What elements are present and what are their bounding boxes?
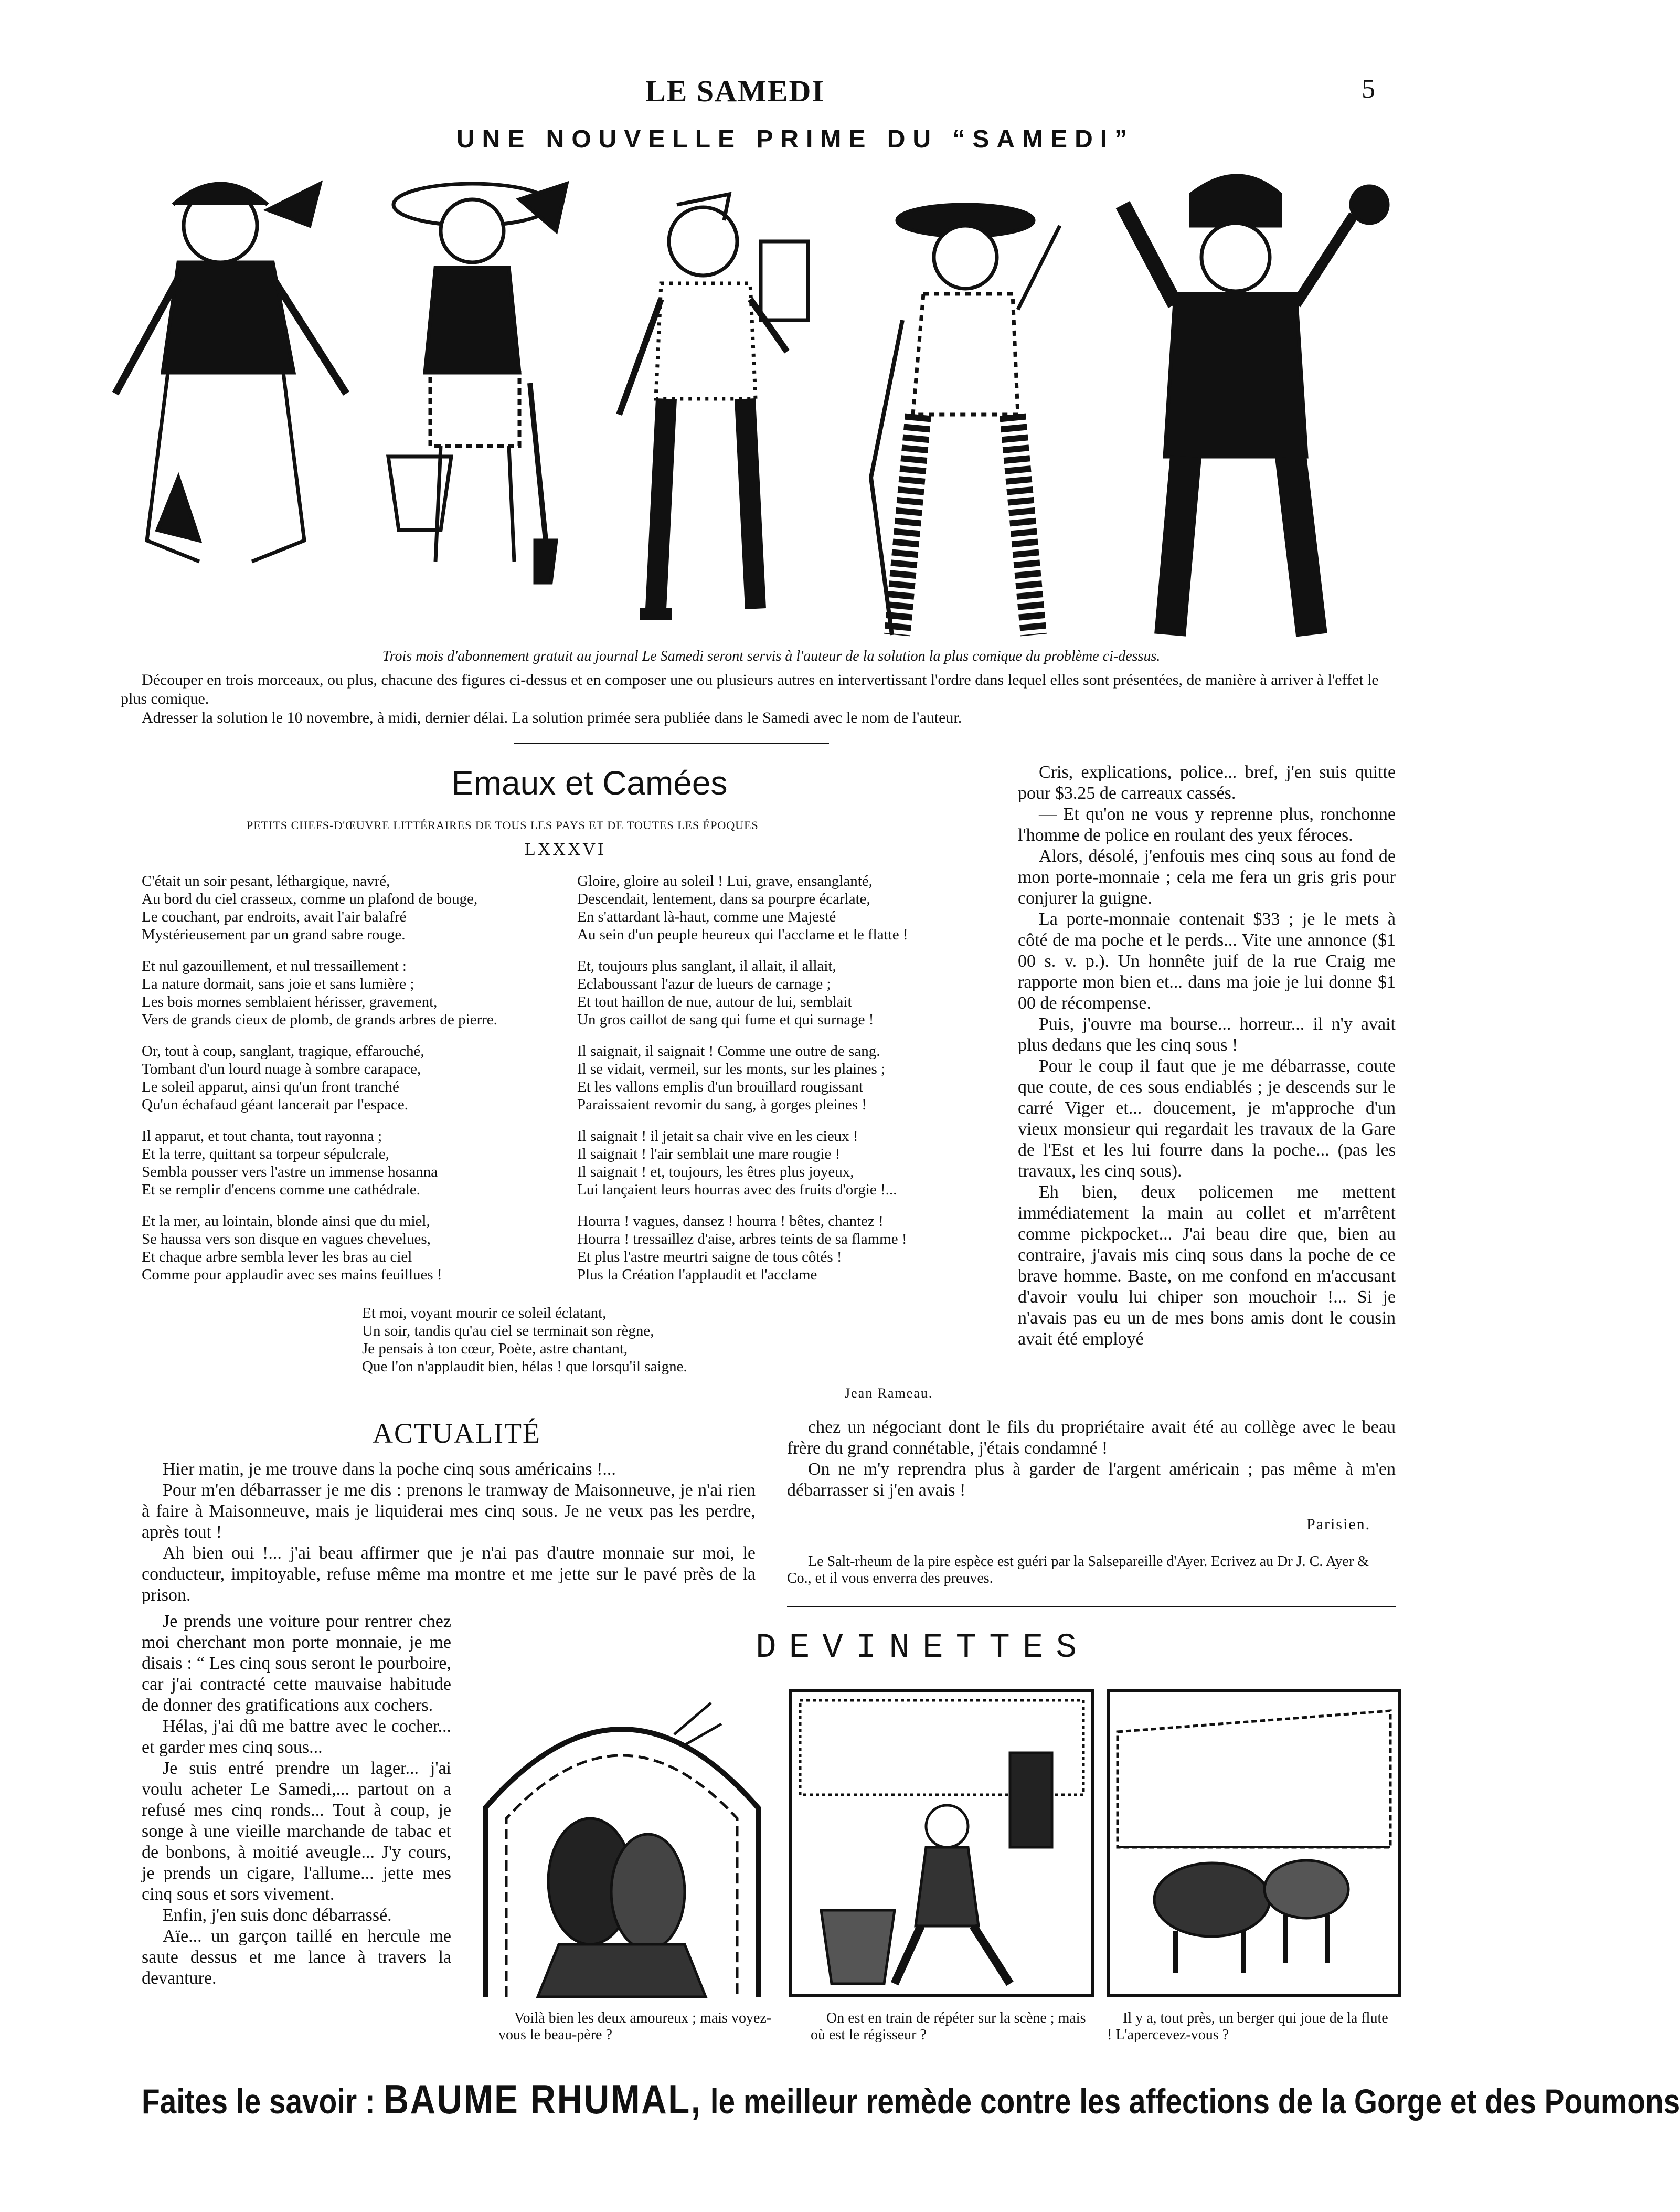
devinette-3-illustration xyxy=(1107,1690,1401,1997)
devinette-2-illustration xyxy=(790,1690,1094,1997)
poem-stanza: Gloire, gloire au soleil ! Lui, grave, ensanglanté, Descendait, lentement, dans sa pourpre écarlate, En s'attardant là-haut, comme une Majesté Au sein d'un peuple heureux qui l'acclame et le flatte ! xyxy=(577,873,908,943)
prime-headline: UNE NOUVELLE PRIME DU “SAMEDI” xyxy=(456,125,1135,153)
prime-paragraph: Adresser la solution le 10 novembre, à midi, dernier délai. La solution primée sera publiée dans le Samedi avec le nom de l'auteur. xyxy=(142,709,962,726)
poem-stanza: Et nul gazouillement, et nul tressaillement : La nature dormait, sans joie et sans lumière ; Les bois mornes semblaient hérisser, gravement, Vers de grands cieux de plomb, de grands arbres de pierre. xyxy=(142,958,498,1028)
article-paragraph: chez un négociant dont le fils du propriétaire avait été au collège avec le beau frère du grand connétable, j'étais condamné ! xyxy=(787,1417,1396,1458)
clown-figure xyxy=(115,184,346,562)
prime-paragraph: Découper en trois morceaux, ou plus, chacune des figures ci-dessus et en composer une ou plusieurs autres en intervertissant l'ordre dans lequel elles sont présentées, de manière à arriver à l'effet le plus comique. xyxy=(121,671,1379,707)
devinette-1-illustration xyxy=(475,1671,769,1997)
masthead: LE SAMEDI xyxy=(645,74,825,108)
poem-stanza: Or, tout à coup, sanglant, tragique, effarouché, Tombant d'un lourd nuage à sombre carapace, Le soleil apparut, ainsi qu'un front tranché Qu'un échafaud géant lancerait par l'espace. xyxy=(142,1043,424,1113)
article-paragraph: Hier matin, je me trouve dans la poche cinq sous américains !... xyxy=(163,1459,616,1479)
actualite-upper xyxy=(142,1459,756,1606)
actualite-author: Parisien. xyxy=(1306,1516,1371,1533)
poem-stanza: Il saignait, il saignait ! Comme une outre de sang. Il se vidait, vermeil, sur les monts, sur les plaines ; Et les vallons emplis d'un brouillard rougissant Paraissaient revomir du sang, à gorges pleines ! xyxy=(577,1043,886,1113)
drinker-figure xyxy=(619,194,808,614)
emaux-title: Emaux et Camées xyxy=(451,764,728,802)
article-paragraph: Enfin, j'en suis donc débarrassé. xyxy=(163,1906,392,1925)
devinettes-title: DEVINETTES xyxy=(756,1628,1090,1667)
poem-stanza: Et la mer, au lointain, blonde ainsi que du miel, Se haussa vers son disque en vagues chevelues, Et chaque arbre sembla lever les bras au ciel Comme pour applaudir avec ses mains feuillues ! xyxy=(142,1213,442,1283)
salt-rheum-notice: Le Salt-rheum de la pire espèce est guéri par la Salsepareille d'Ayer. Ecrivez au Dr J. C. Ayer & Co., et il vous enverra des preuves. xyxy=(787,1553,1369,1586)
child-figure xyxy=(388,184,567,583)
actualite-end xyxy=(787,1417,1396,1501)
advert-brand: BAUME RHUMAL, xyxy=(383,2076,702,2122)
poem-left-column xyxy=(142,872,577,1297)
article-paragraph: Je prends une voiture pour rentrer chez moi cherchant mon porte monnaie, je me disais : “ Les cinq sous seront le pourboire, car j'ai contracté cette mauvaise habitude de donner des gratifications aux cochers. xyxy=(142,1612,451,1715)
article-paragraph: Je suis entré prendre un lager... j'ai voulu acheter Le Samedi,... partout on a refusé mes cinq ronds... Tout à coup, je songe à une vieille marchande de tabac et de bonbons, à moitié aveugle... J'y cours, je prends un cigare, l'allume... jette mes cinq sous et sors vivement. xyxy=(142,1759,451,1904)
policeman-figure xyxy=(1123,176,1388,635)
advertisement xyxy=(142,2076,1680,2123)
article-paragraph: Cris, explications, police... bref, j'en suis quitte pour $3.25 de carreaux cassés. xyxy=(1018,763,1396,803)
article-paragraph: Pour le coup il faut que je me débarrasse, coute que coute, de ces sous endiablés ; je descends sur le carré Viger et... doucement, je m'approche d'un vieux monsieur qui regardait les travaux de la Gare de l'Est et les lui fourre dans la poche... (pas les travaux, les cinq sous). xyxy=(1018,1056,1396,1181)
emaux-subtitle: PETITS CHEFS-D'ŒUVRE LITTÉRAIRES DE TOUS LES PAYS ET DE TOUTES LES ÉPOQUES xyxy=(247,819,759,832)
cartoon-five-figures xyxy=(73,163,1411,656)
devinette-2-caption: On est en train de répéter sur la scène ; mais où est le régisseur ? xyxy=(811,2010,1086,2043)
poem-stanza: Il apparut, et tout chanta, tout rayonna ; Et la terre, quittant sa torpeur sépulcrale, Sembla pousser vers l'astre un immense hosanna Et se remplir d'encens comme une cathédrale. xyxy=(142,1128,438,1198)
dandy-figure xyxy=(871,205,1060,635)
prime-instructions xyxy=(121,671,1406,727)
article-paragraph: Ah bien oui !... j'ai beau affirmer que je n'ai pas d'autre monnaie sur moi, le conducteur, impitoyable, refuse même ma montre et me jette sur le pavé près de la prison. xyxy=(142,1543,756,1605)
prime-caption: Trois mois d'abonnement gratuit au journal Le Samedi seront servis à l'auteur de la solution la plus comique du problème ci-dessus. xyxy=(382,648,1161,664)
divider xyxy=(787,1606,1396,1607)
poem-stanza: Il saignait ! il jetait sa chair vive en les cieux ! Il saignait ! l'air semblait une mare rougie ! Il saignait ! et, toujours, les êtres plus joyeux, Lui lançaient leurs hourras avec des fruits d'orgie !... xyxy=(577,1128,897,1198)
article-paragraph: Eh bien, deux policemen me mettent immédiatement la main au collet et m'arrêtent comme pickpocket... J'ai beau dire que, bien au contraire, j'avais mis cinq sous dans la poche de ce brave homme. Baste, on me confond en m'accusant d'avoir voulu lui chiper son mouchoir !... Si je n'avais pas eu un de mes bons amis dont le cousin avait été employé xyxy=(1018,1182,1396,1349)
article-paragraph: Aïe... un garçon taillé en hercule me saute dessus et me lance à travers la devanture. xyxy=(142,1927,451,1988)
devinette-1-caption: Voilà bien les deux amoureux ; mais voyez-vous le beau-père ? xyxy=(498,2010,772,2043)
divider xyxy=(514,743,829,744)
page-number: 5 xyxy=(1362,74,1375,104)
article-paragraph: Alors, désolé, j'enfouis mes cinq sous au fond de mon porte-monnaie ; cela me fera un gris gris pour conjurer la guigne. xyxy=(1018,846,1396,908)
article-paragraph: On ne m'y reprendra plus à garder de l'argent américain ; pas même à m'en débarrasser si j'en avais ! xyxy=(787,1459,1396,1500)
advert-suffix: le meilleur remède contre les affections de la Gorge et des Poumons xyxy=(710,2082,1680,2121)
poem-author: Jean Rameau. xyxy=(845,1385,933,1401)
poem-number: LXXXVI xyxy=(525,840,606,859)
poem-stanza: C'était un soir pesant, léthargique, navré, Au bord du ciel crasseux, comme un plafond de bouge, Le couchant, par endroits, avait l'air balafré Mystérieusement par un grand sabre rouge. xyxy=(142,873,478,943)
article-paragraph: Hélas, j'ai dû me battre avec le cocher... et garder mes cinq sous... xyxy=(142,1717,451,1757)
actualite-continuation xyxy=(1018,762,1396,1350)
article-paragraph: — Et qu'on ne vous y reprenne plus, ronchonne l'homme de police en roulant des yeux féroces. xyxy=(1018,805,1396,845)
poem-stanza: Et, toujours plus sanglant, il allait, il allait, Eclaboussant l'azur de lueurs de carnage ; Et tout haillon de nue, autour de lui, semblait Un gros caillot de sang qui fume et qui surnage ! xyxy=(577,958,874,1028)
poem-right-column xyxy=(577,872,1007,1297)
article-paragraph: Puis, j'ouvre ma bourse... horreur... il n'y avait plus dedans que les cinq sous ! xyxy=(1018,1014,1396,1055)
advert-prefix: Faites le savoir : xyxy=(142,2082,375,2121)
devinette-3-caption: Il y a, tout près, un berger qui joue de la flute ! L'apercevez-vous ? xyxy=(1107,2010,1388,2043)
actualite-title: ACTUALITÉ xyxy=(373,1417,541,1449)
article-paragraph: La porte-monnaie contenait $33 ; je le mets à côté de ma poche et le perds... Vite une annonce ($1 00 s. v. p.). Un honnête juif de la rue Craig me rapporte mon bien et... dans ma joie je lui donne $1 00 de récompense. xyxy=(1018,909,1396,1013)
poem-final-stanza xyxy=(362,1304,834,1389)
article-paragraph: Pour m'en débarrasser je me dis : prenons le tramway de Maisonneuve, je n'ai rien à faire à Maisonneuve, mais je liquiderai mes cinq sous. Je ne veux pas les perdre, après tout ! xyxy=(142,1480,756,1542)
poem-stanza: Et moi, voyant mourir ce soleil éclatant, Un soir, tandis qu'au ciel se terminait son règne, Je pensais à ton cœur, Poète, astre chantant, Que l'on n'applaudit bien, hélas ! que lorsqu'il saigne. xyxy=(362,1305,687,1375)
actualite-narrow xyxy=(142,1611,451,1989)
poem-stanza: Hourra ! vagues, dansez ! hourra ! bêtes, chantez ! Hourra ! tressaillez d'aise, arbres teints de sa flamme ! Et plus l'astre meurtri saigne de tous côtés ! Plus la Création l'applaudit et l'acclame xyxy=(577,1213,907,1283)
